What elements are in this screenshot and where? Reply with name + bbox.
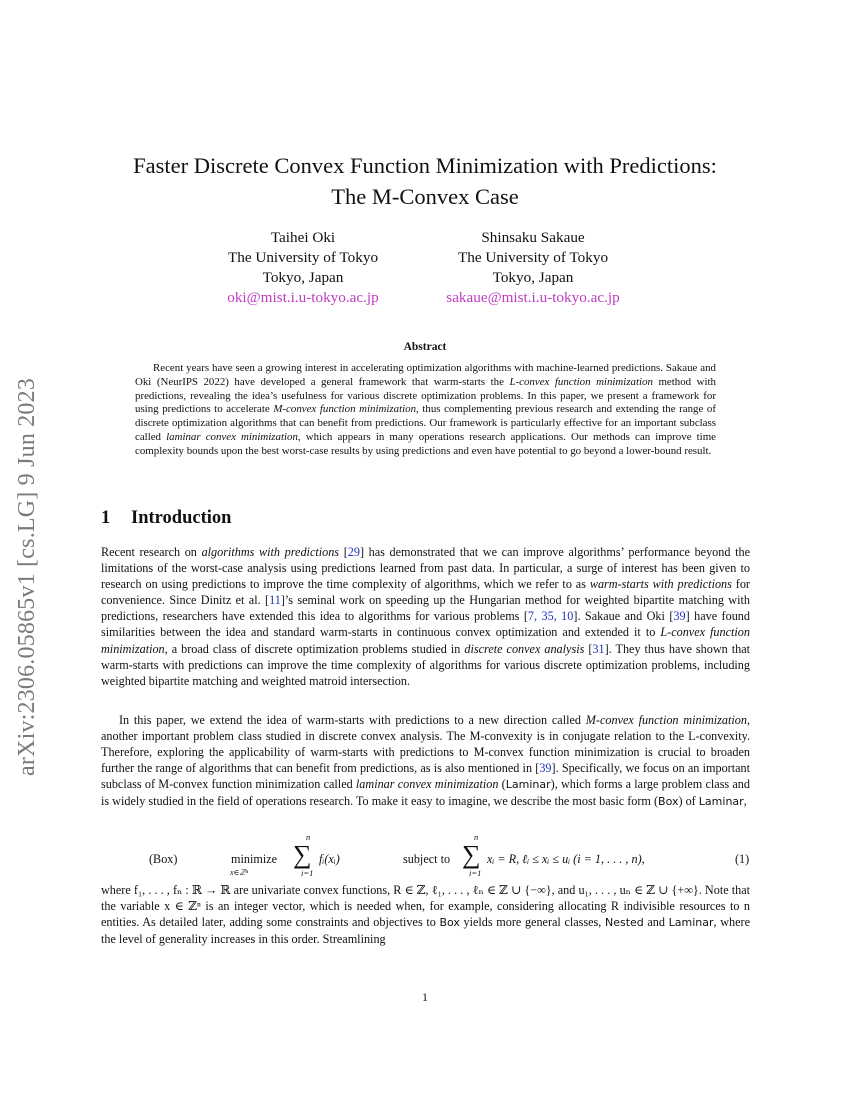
- equation-objective: fᵢ(xᵢ): [319, 852, 340, 866]
- equation-constraint: xᵢ = R, ℓᵢ ≤ xᵢ ≤ uᵢ (i = 1, . . . , n),: [487, 852, 645, 866]
- summation-symbol: ∑: [462, 840, 481, 869]
- author-name: Shinsaku Sakaue: [481, 229, 585, 246]
- arxiv-stamp: arXiv:2306.05865v1 [cs.LG] 9 Jun 2023: [14, 377, 40, 776]
- author-name: Taihei Oki: [270, 229, 336, 246]
- sum-lower-limit: i=1: [469, 868, 482, 878]
- author-1: [183, 228, 423, 308]
- equation-number: (1): [735, 852, 750, 866]
- title-line-2: The M-Convex Case: [331, 184, 519, 209]
- sum-upper-limit: n: [474, 832, 479, 842]
- author-affiliation: The University of Tokyo: [457, 249, 609, 266]
- page-number: 1: [422, 990, 428, 1004]
- citation-link[interactable]: 29: [347, 545, 360, 559]
- paper-title: [60, 150, 790, 212]
- equation-label: (Box): [149, 852, 178, 866]
- equation-subject-to: subject to: [403, 852, 451, 866]
- citation-link[interactable]: 11: [269, 593, 281, 608]
- paragraph-1: Recent research on algorithms with predictions [29] has demonstrated that we can improve algorithms’ performance beyond the limitations of the worst-case analysis using predictions learned from past data. In particular, a surge of interest has been given to research on using predictions to improve the time complexity of algorithms, which we refer to as warm-starts with predictions for convenience. Since Dinitz et al. [11]’s seminal work on speeding up the Hungarian method for weighted bipartite matching with predictions, researchers have extended this idea to algorithms for various problems [7, 35, 10]. Sakaue and Oki [39] have found similarities between the idea and standard warm-starts in continuous convex optimization and extended it to L-convex function minimization, a broad class of discrete optimization problems studied in discrete convex analysis [31]. They thus have shown that warm-starts with predictions can improve the time complexity of algorithms for various discrete optimization problems, including weighted bipartite matching and weighted matroid intersection.: [101, 545, 751, 688]
- citation-link[interactable]: 7, 35, 10: [527, 609, 574, 624]
- equation-minimize: minimize: [231, 852, 278, 866]
- summation-symbol: ∑: [293, 840, 312, 869]
- equation-min-subscript: x∈ℤⁿ: [230, 868, 248, 877]
- author-2: [413, 228, 653, 308]
- author-location: Tokyo, Japan: [492, 269, 574, 286]
- author-affiliation: The University of Tokyo: [227, 249, 379, 266]
- citation-link[interactable]: 39: [539, 761, 552, 776]
- section-number: 1: [101, 508, 111, 528]
- citation-link[interactable]: 39: [673, 609, 686, 624]
- section-heading: [101, 508, 231, 529]
- sum-upper-limit: n: [306, 832, 311, 842]
- abstract-text: Recent years have seen a growing interest in accelerating optimization algorithms with machine-learned predictions. Sakaue and Oki (NeurIPS 2022) have developed a general framework that warm-starts the L-convex function minimization method with predictions, revealing the idea’s usefulness for various discrete optimization problems. In this paper, we present a framework for using predictions to accelerate M-convex function minimization, thus complementing previous research and extending the range of discrete optimization algorithms that can benefit from predictions. Our framework is particularly effective for an important subclass called laminar convex minimization, which appears in many operations research applications. Our methods can improve time complexity bounds upon the best worst-case results by using predictions and even have potential to go beyond a lower-bound result.: [135, 362, 716, 457]
- title-line-1: Faster Discrete Convex Function Minimization with Predictions:: [133, 153, 717, 178]
- author-email-link[interactable]: sakaue@mist.i.u-tokyo.ac.jp: [446, 289, 620, 306]
- citation-link[interactable]: 31: [592, 641, 605, 656]
- sum-lower-limit: i=1: [301, 868, 314, 878]
- paragraph-3: where f₁, . . . , fₙ : ℝ → ℝ are univariate convex functions, R ∈ ℤ, ℓ₁, . . . , ℓₙ ∈ ℤ ∪ {−∞}, and u₁, . . . , uₙ ∈ ℤ ∪ {+∞}. Note that the variable x ∈ ℤⁿ is an integer vector, which is needed when, for example, considering allocating R indivisible resources to n entities. As detailed later, adding some constraints and objectives to Box yields more general classes, Nested and Laminar, where the level of generality increases in this order. Streamlining: [101, 883, 750, 947]
- abstract-heading: Abstract: [403, 341, 447, 353]
- author-location: Tokyo, Japan: [262, 269, 344, 286]
- section-title: Introduction: [131, 508, 232, 528]
- paragraph-2: In this paper, we extend the idea of warm-starts with predictions to a new direction called M-convex function minimization, another important problem class studied in discrete convex analysis. The M-convexity is in conjugate relation to the L-convexity. Therefore, exploring the applicability of warm-starts with predictions to M-convex function minimization is crucial to broaden further the range of algorithms that can benefit from predictions, as is also mentioned in [39]. Specifically, we focus on an important subclass of M-convex function minimization called laminar convex minimization (Laminar), which forms a large problem class and is widely studied in the field of operations research. To make it easy to imagine, we describe the most basic form (Box) of Laminar,: [101, 713, 750, 809]
- equation-1: [101, 832, 750, 878]
- author-email-link[interactable]: oki@mist.i.u-tokyo.ac.jp: [227, 289, 379, 306]
